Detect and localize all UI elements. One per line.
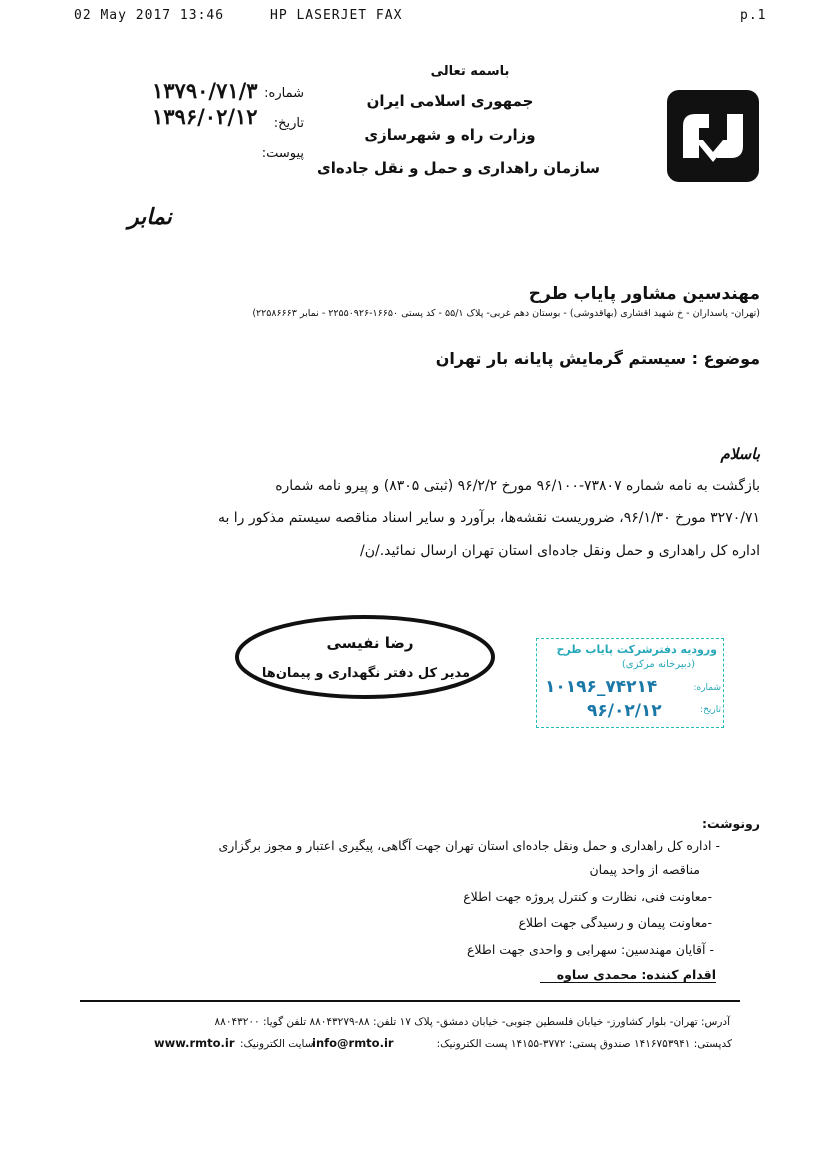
date-label: تاریخ: <box>273 116 304 131</box>
stamp-date-label: تاریخ: <box>700 705 721 715</box>
footer-divider <box>80 1000 740 1002</box>
subject-line: موضوع : سیستم گرمایش پایانه بار تهران <box>435 349 760 368</box>
attachment-label: پیوست: <box>261 146 304 161</box>
rmto-logo-icon <box>665 88 761 184</box>
recipient-name: مهندسین مشاور پایاب طرح <box>528 284 760 304</box>
cc-item-1: - اداره کل راهداری و حمل ونقل جاده‌ای استان تهران جهت آگاهی، پیگیری اعتبار و مجوز برگزاری <box>218 838 720 853</box>
recipient-address: (تهران- پاسداران - خ شهید اقشاری (بهاقدوشی) - بوستان دهم غربی- پلاک ۵۵/۱ - کد پستی ۱۶۶۵۰-۲۲۵۵۰۹۲۶ - نمابر ۲۲۵۸۶۶۶۳) <box>252 308 760 319</box>
cc-item-5: - آقایان مهندسین: سهرابی و واحدی جهت اطلاع <box>466 942 714 957</box>
footer-website: www.rmto.ir <box>154 1036 235 1050</box>
cc-heading: رونوشت: <box>701 816 760 831</box>
cc-item-4: -معاونت پیمان و رسیدگی جهت اطلاع <box>518 915 712 930</box>
stamp-number-label: شماره: <box>693 683 721 693</box>
stamp-number-value: ۱۰۱۹۶_۷۴۲۱۴ <box>545 677 658 697</box>
cc-item-2: مناقصه از واحد پیمان <box>589 862 700 877</box>
footer-postal: کدپستی: ۱۴۱۶۷۵۳۹۴۱ صندوق پستی: ۳۷۷۲-۱۴۱۵۵ پست الکترونیک: <box>436 1038 732 1050</box>
fax-device: HP LASERJET FAX <box>270 8 403 23</box>
footer-address: آدرس: تهران- بلوار کشاورز- خیابان فلسطین جنوبی- خیابان دمشق- پلاک ۱۷ تلفن: ۸۸-۸۸۰۴۳۲۷۹ تلفن گویا: ۸۸۰۴۳۲۰۰ <box>214 1016 730 1028</box>
body-line-1: بازگشت به نامه شماره ۷۳۸۰۷-۹۶/۱۰۰ مورخ ۹۶/۲/۲ (ثبتی ۸۳۰۵) و پیرو نامه شماره <box>275 478 760 494</box>
action-by: اقدام کننده: محمدی ساوه <box>540 967 716 983</box>
number-label: شماره: <box>264 86 304 101</box>
body-line-3: اداره کل راهداری و حمل ونقل جاده‌ای استان تهران ارسال نمائید./ن/ <box>359 543 760 559</box>
footer-contact-row <box>150 1036 732 1054</box>
invocation: باسمه تعالی <box>430 64 510 79</box>
fax-datetime: 02 May 2017 13:46 <box>74 8 225 23</box>
body-line-2: ۳۲۷۰/۷۱ مورخ ۹۶/۱/۳۰، ضروریست نقشه‌ها، برآورد و سایر اسناد مناقصه سیستم مذکور را به <box>217 510 760 526</box>
signature-oval-icon <box>230 610 500 705</box>
cc-item-3: -معاونت فنی، نظارت و کنترل پروژه جهت اطلاع <box>463 889 712 904</box>
ministry-name: وزارت راه و شهرسازی <box>364 126 536 144</box>
country-name: جمهوری اسلامی ایران <box>366 92 534 110</box>
greeting: باسلام <box>720 445 760 463</box>
signer-title: مدیر کل دفتر نگهداری و پیمان‌ها <box>261 666 471 681</box>
stamp-date-value: ۹۶/۰۲/۱۲ <box>587 701 662 721</box>
number-value: ۱۳۷۹۰/۷۱/۳ <box>152 78 258 103</box>
date-value: ۱۳۹۶/۰۲/۱۲ <box>152 104 258 129</box>
stamp-department: (دبیرخانه مرکزی) <box>621 659 695 670</box>
received-stamp <box>536 638 724 728</box>
signer-name: رضا نفیسی <box>326 634 414 652</box>
stamp-company: ورودیه دفترشرکت پایاب طرح <box>556 643 717 656</box>
handwritten-fax-note: نمابر <box>128 204 172 230</box>
organization-name: سازمان راهداری و حمل و نقل جاده‌ای <box>316 159 600 177</box>
fax-page: p.1 <box>740 8 767 23</box>
footer-email: info@rmto.ir <box>312 1036 394 1050</box>
footer-site-label: سایت الکترونیک: <box>240 1038 314 1050</box>
